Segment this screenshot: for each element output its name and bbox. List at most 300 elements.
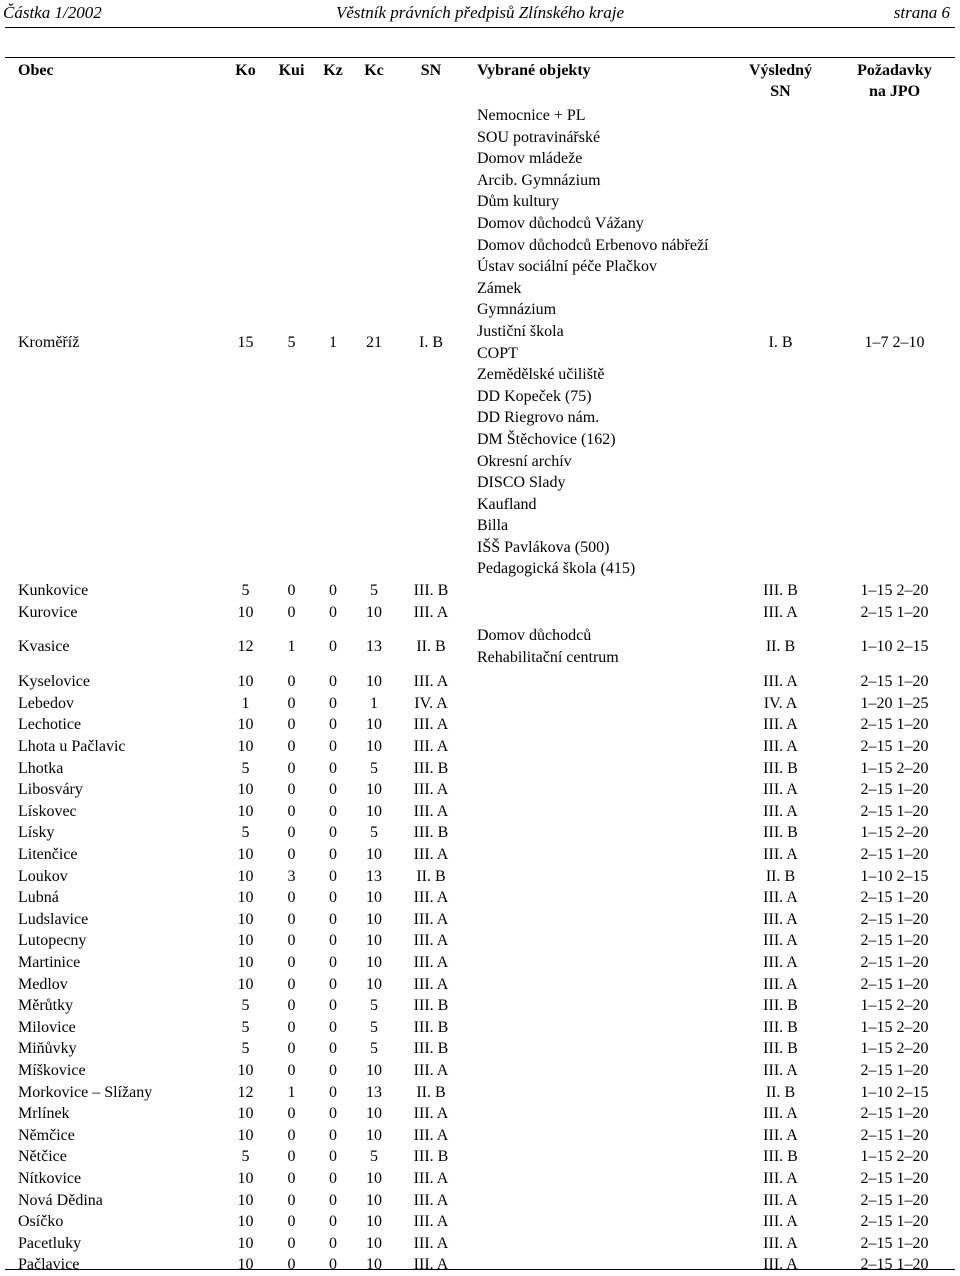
object-item: Okresní archív (477, 452, 572, 470)
cell-objekty (466, 1211, 727, 1233)
cell-sn: III. A (413, 738, 449, 756)
cell-kc: 10 (366, 781, 382, 799)
cell-pozadavky: 1–10 2–15 (860, 1083, 929, 1101)
col-header-kz: Kz (323, 62, 343, 79)
cell-kui: 0 (287, 1148, 296, 1166)
cell-obec: Osíčko (18, 1213, 64, 1231)
col-header-pozadavky (834, 60, 955, 105)
cell-pozadavky: 2–15 1–20 (860, 1105, 929, 1123)
table-top-rule (5, 57, 955, 58)
cell-ko: 12 (237, 1083, 254, 1101)
table-row-1 (5, 693, 955, 715)
table-row-19 (5, 1082, 955, 1104)
issue-number: Částka 1/2002 (3, 3, 102, 22)
object-item: Arcib. Gymnázium (477, 171, 601, 189)
cell-vysledny-sn: III. A (763, 1191, 798, 1209)
cell-objekty (466, 714, 727, 736)
cell-vysledny-sn: I. B (768, 333, 793, 351)
object-item: Nemocnice + PL (477, 107, 586, 124)
cell-sn: III. A (413, 1169, 449, 1187)
cell-vysledny-sn: III. B (763, 824, 798, 842)
cell-kc: 10 (366, 1169, 382, 1187)
cell-kui: 3 (287, 867, 296, 885)
cell-kc: 10 (366, 1234, 382, 1252)
cell-sn: I. B (419, 333, 443, 351)
object-item: Billa (477, 517, 509, 535)
table-row-8 (5, 844, 955, 866)
cell-objekty (466, 105, 727, 580)
cell-kui: 0 (287, 1169, 296, 1187)
cell-objekty (466, 736, 727, 758)
cell-kz: 0 (329, 759, 337, 777)
cell-ko: 5 (241, 1040, 250, 1058)
object-item: Gymnázium (477, 301, 557, 319)
cell-obec: Lebedov (18, 694, 74, 712)
table-row-kromeriz (5, 105, 955, 580)
cell-kz: 0 (329, 603, 337, 621)
cell-kz: 0 (329, 910, 337, 928)
cell-objekty (466, 909, 727, 931)
cell-pozadavky: 1–15 2–20 (860, 1148, 929, 1166)
cell-vysledny-sn: III. A (763, 846, 798, 863)
cell-kc: 10 (366, 738, 382, 756)
cell-sn: III. A (413, 1234, 449, 1252)
table-row-21 (5, 1125, 955, 1147)
cell-kui: 0 (287, 759, 296, 777)
cell-pozadavky: 2–15 1–20 (860, 1256, 929, 1274)
cell-kz: 0 (329, 975, 337, 993)
col-header-vysledny-line1: Výsledný (748, 62, 813, 79)
cell-obec: Miňůvky (18, 1040, 77, 1058)
cell-kc: 10 (366, 673, 382, 691)
cell-obec: Kurovice (18, 603, 78, 621)
cell-objekty (466, 1017, 727, 1039)
cell-kui: 0 (287, 673, 296, 691)
cell-vysledny-sn: II. B (765, 867, 796, 885)
cell-kc: 10 (366, 1191, 382, 1209)
cell-kz: 0 (329, 694, 337, 712)
cell-kz: 0 (329, 1083, 337, 1101)
cell-sn: III. B (413, 1148, 449, 1166)
table-row-13 (5, 952, 955, 974)
cell-sn: III. A (413, 1061, 449, 1079)
cell-obec: Martinice (18, 953, 81, 971)
table-row-24 (5, 1190, 955, 1212)
cell-kz: 0 (329, 1105, 337, 1123)
cell-kui: 0 (287, 582, 296, 600)
cell-sn: III. A (413, 1105, 449, 1123)
table-row-16 (5, 1017, 955, 1039)
cell-pozadavky: 1–20 1–25 (860, 694, 929, 712)
cell-sn: III. A (413, 1191, 449, 1209)
object-item: Kaufland (477, 495, 537, 513)
cell-sn: III. A (413, 673, 449, 691)
cell-objekty (466, 580, 727, 602)
table-row-9 (5, 866, 955, 888)
table-header-row (5, 60, 955, 105)
cell-sn: III. A (413, 781, 449, 799)
cell-ko: 10 (237, 603, 254, 621)
cell-vysledny-sn: III. B (763, 1018, 798, 1036)
cell-obec: Lutopecny (18, 932, 87, 950)
cell-obec: Němčice (18, 1126, 75, 1144)
cell-objekty (466, 623, 727, 671)
cell-pozadavky: 2–15 1–20 (860, 846, 929, 863)
table-row-25 (5, 1211, 955, 1233)
cell-vysledny-sn: III. A (763, 781, 798, 799)
cell-kc: 10 (366, 846, 382, 863)
object-item: DD Riegrovo nám. (477, 409, 600, 427)
cell-kc: 13 (366, 1083, 382, 1101)
cell-sn: III. A (413, 846, 449, 863)
cell-kz: 0 (329, 867, 337, 885)
cell-ko: 10 (237, 1126, 254, 1144)
cell-kc: 10 (366, 1105, 382, 1123)
cell-kz: 0 (329, 716, 337, 734)
cell-objekty (466, 844, 727, 866)
cell-kz: 0 (329, 1040, 337, 1058)
cell-obec: Nětčice (18, 1148, 67, 1166)
table-row-6 (5, 801, 955, 823)
cell-pozadavky: 2–15 1–20 (860, 910, 929, 928)
cell-pozadavky: 2–15 1–20 (860, 1061, 929, 1079)
cell-obec: Lhotka (18, 759, 64, 777)
cell-kc: 1 (370, 694, 378, 712)
cell-kui: 0 (287, 694, 296, 712)
cell-kc: 10 (366, 910, 382, 928)
cell-ko: 5 (241, 997, 250, 1015)
cell-kz: 0 (329, 781, 337, 799)
cell-kz: 0 (329, 1061, 337, 1079)
cell-obec: Kroměříž (18, 333, 80, 351)
table-row-11 (5, 909, 955, 931)
cell-sn: IV. A (414, 694, 448, 712)
cell-obec: Lhota u Pačlavic (18, 738, 126, 756)
cell-kc: 5 (370, 759, 378, 777)
cell-pozadavky: 2–15 1–20 (860, 802, 929, 820)
cell-pozadavky: 1–15 2–20 (860, 824, 929, 842)
cell-pozadavky: 2–15 1–20 (860, 781, 929, 799)
col-header-vysledny-line2: SN (770, 83, 791, 100)
col-header-kc: Kc (364, 62, 384, 79)
cell-obec: Ludslavice (18, 910, 89, 928)
object-item: Justiční škola (477, 322, 564, 340)
cell-ko: 10 (237, 716, 254, 734)
cell-kui: 0 (287, 824, 296, 842)
col-header-pozadavky-line2: na JPO (868, 83, 921, 100)
cell-ko: 10 (237, 953, 254, 971)
cell-vysledny-sn: III. A (763, 932, 798, 950)
cell-objekty (466, 1233, 727, 1255)
cell-kc: 5 (370, 1040, 378, 1058)
cell-ko: 10 (237, 738, 254, 756)
cell-kui: 0 (287, 802, 296, 820)
cell-ko: 10 (237, 1256, 254, 1274)
cell-obec: Lískovec (18, 802, 77, 820)
cell-vysledny-sn: III. A (763, 889, 798, 907)
cell-ko: 10 (237, 910, 254, 928)
cell-obec: Kunkovice (18, 582, 89, 600)
cell-obec: Lísky (18, 824, 55, 842)
cell-ko: 5 (241, 759, 250, 777)
cell-objekty (466, 866, 727, 888)
cell-kui: 0 (287, 889, 296, 907)
cell-obec: Medlov (18, 975, 68, 993)
object-item: Domov mládeže (477, 150, 583, 168)
cell-kc: 10 (366, 1213, 382, 1231)
object-item: COPT (477, 344, 518, 362)
cell-sn: II. B (416, 1083, 446, 1101)
cell-pozadavky: 1–7 2–10 (864, 333, 925, 351)
cell-kui: 0 (287, 953, 296, 971)
cell-vysledny-sn: III. B (763, 582, 798, 600)
cell-vysledny-sn: III. B (763, 1040, 798, 1058)
table-row-15 (5, 995, 955, 1017)
table-row-2 (5, 714, 955, 736)
cell-pozadavky: 1–10 2–15 (860, 638, 929, 656)
cell-pozadavky: 1–10 2–15 (860, 867, 929, 885)
table-row-7 (5, 822, 955, 844)
cell-kui: 1 (287, 638, 296, 656)
cell-ko: 5 (241, 582, 250, 600)
table-row-before-0 (5, 580, 955, 602)
cell-kui: 0 (287, 932, 296, 950)
cell-sn: III. B (413, 997, 449, 1015)
cell-vysledny-sn: III. A (763, 1213, 798, 1231)
table-row-26 (5, 1233, 955, 1255)
cell-kc: 10 (366, 603, 382, 621)
cell-vysledny-sn: III. A (763, 673, 798, 691)
cell-kc: 10 (366, 889, 382, 907)
table-row-kvasice (5, 623, 955, 671)
cell-objekty (466, 887, 727, 909)
table-row-10 (5, 887, 955, 909)
cell-objekty (466, 1082, 727, 1104)
table-row-27 (5, 1254, 955, 1276)
cell-objekty (466, 1168, 727, 1190)
cell-kc: 10 (366, 1061, 382, 1079)
col-header-vysledny-sn (727, 60, 834, 105)
cell-ko: 5 (241, 1018, 250, 1036)
cell-kui: 0 (287, 781, 296, 799)
cell-objekty (466, 974, 727, 996)
cell-sn: III. A (413, 1256, 449, 1274)
objects-list (466, 105, 727, 580)
cell-kui: 0 (287, 1256, 296, 1274)
cell-ko: 10 (237, 867, 254, 885)
cell-kui: 0 (287, 738, 296, 756)
cell-vysledny-sn: III. A (763, 1105, 798, 1123)
cell-objekty (466, 1190, 727, 1212)
table-row-3 (5, 736, 955, 758)
cell-objekty (466, 930, 727, 952)
cell-pozadavky: 2–15 1–20 (860, 1234, 929, 1252)
cell-pozadavky: 2–15 1–20 (860, 932, 929, 950)
col-header-ko: Ko (235, 62, 256, 79)
cell-obec: Měrůtky (18, 997, 74, 1015)
table-row-5 (5, 779, 955, 801)
cell-kz: 0 (329, 1018, 337, 1036)
cell-sn: III. A (413, 889, 449, 907)
cell-ko: 10 (237, 1105, 254, 1123)
table-row-4 (5, 758, 955, 780)
cell-vysledny-sn: III. A (763, 1061, 798, 1079)
cell-ko: 10 (237, 846, 254, 863)
col-header-sn: SN (420, 62, 442, 79)
cell-obec: Libosváry (18, 781, 83, 799)
cell-ko: 10 (237, 673, 254, 691)
table-row-22 (5, 1146, 955, 1168)
cell-kui: 0 (287, 1061, 296, 1079)
cell-kc: 21 (366, 333, 382, 351)
cell-kc: 5 (370, 824, 378, 842)
object-item: Rehabilitační centrum (477, 649, 619, 667)
cell-kz: 0 (329, 1148, 337, 1166)
cell-objekty (466, 952, 727, 974)
cell-kui: 0 (287, 1105, 296, 1123)
cell-ko: 10 (237, 1213, 254, 1231)
cell-kz: 0 (329, 673, 337, 691)
cell-kz: 0 (329, 802, 337, 820)
cell-kz: 0 (329, 932, 337, 950)
cell-vysledny-sn: III. A (763, 716, 798, 734)
object-item: Zámek (477, 279, 522, 297)
cell-ko: 10 (237, 1234, 254, 1252)
col-header-obec: Obec (18, 62, 54, 79)
table-row-0 (5, 671, 955, 693)
header-rule (5, 27, 955, 28)
cell-obec: Litenčice (18, 846, 78, 863)
cell-kui: 1 (287, 1083, 296, 1101)
object-item: Domov důchodců Erbenovo nábřeží (477, 236, 709, 254)
cell-sn: III. A (413, 910, 449, 928)
cell-obec: Lubná (18, 889, 59, 907)
cell-sn: III. B (413, 1040, 449, 1058)
cell-kui: 0 (287, 1191, 296, 1209)
cell-sn: III. B (413, 824, 449, 842)
cell-objekty (466, 671, 727, 693)
cell-kui: 0 (287, 1126, 296, 1144)
object-item: Pedagogická škola (415) (477, 560, 636, 578)
cell-sn: III. A (413, 1213, 449, 1231)
cell-kz: 1 (329, 333, 337, 351)
cell-sn: II. B (416, 638, 446, 656)
col-header-objekty: Vybrané objekty (477, 62, 591, 79)
cell-sn: II. B (416, 867, 446, 885)
cell-kz: 0 (329, 953, 337, 971)
cell-vysledny-sn: III. A (763, 738, 798, 756)
cell-ko: 10 (237, 1191, 254, 1209)
cell-pozadavky: 2–15 1–20 (860, 738, 929, 756)
cell-kui: 0 (287, 603, 296, 621)
cell-pozadavky: 1–15 2–20 (860, 1018, 929, 1036)
cell-kc: 10 (366, 975, 382, 993)
cell-sn: III. B (413, 1018, 449, 1036)
object-item: DISCO Slady (477, 474, 566, 492)
object-item: Domov důchodců Vážany (477, 214, 644, 232)
cell-obec: Nová Dědina (18, 1191, 103, 1209)
object-item: SOU potravinářské (477, 128, 601, 146)
cell-kz: 0 (329, 1256, 337, 1274)
cell-vysledny-sn: IV. A (763, 694, 798, 712)
cell-ko: 10 (237, 889, 254, 907)
col-header-kui: Kui (278, 62, 305, 79)
table-row-20 (5, 1103, 955, 1125)
cell-pozadavky: 1–15 2–20 (860, 997, 929, 1015)
cell-kz: 0 (329, 846, 337, 863)
cell-objekty (466, 1125, 727, 1147)
cell-pozadavky: 1–15 2–20 (860, 1040, 929, 1058)
cell-obec: Pačlavice (18, 1256, 80, 1274)
cell-pozadavky: 2–15 1–20 (860, 975, 929, 993)
cell-kc: 10 (366, 953, 382, 971)
cell-sn: III. A (413, 953, 449, 971)
cell-vysledny-sn: III. B (763, 997, 798, 1015)
cell-ko: 10 (237, 1169, 254, 1187)
cell-vysledny-sn: III. A (763, 953, 798, 971)
cell-obec: Kyselovice (18, 673, 90, 691)
cell-objekty (466, 995, 727, 1017)
cell-vysledny-sn: III. A (763, 802, 798, 820)
cell-kz: 0 (329, 1234, 337, 1252)
cell-sn: III. A (413, 716, 449, 734)
cell-kz: 0 (329, 1126, 337, 1144)
cell-obec: Kvasice (18, 638, 70, 656)
cell-objekty (466, 693, 727, 715)
cell-kui: 0 (287, 910, 296, 928)
journal-title: Věstník právních předpisů Zlínského kraje (335, 3, 624, 22)
cell-vysledny-sn: III. B (763, 1148, 798, 1166)
cell-objekty (466, 822, 727, 844)
object-item: DD Kopeček (75) (477, 387, 592, 405)
table-row-before-1 (5, 602, 955, 624)
cell-objekty (466, 1103, 727, 1125)
cell-pozadavky: 1–15 2–20 (860, 759, 929, 777)
cell-kc: 13 (366, 867, 382, 885)
cell-kz: 0 (329, 1169, 337, 1187)
cell-pozadavky: 2–15 1–20 (860, 889, 929, 907)
cell-kc: 10 (366, 716, 382, 734)
cell-pozadavky: 2–15 1–20 (860, 1126, 929, 1144)
cell-kz: 0 (329, 738, 337, 756)
cell-vysledny-sn: III. B (763, 759, 798, 777)
cell-ko: 1 (241, 694, 250, 712)
cell-kz: 0 (329, 824, 337, 842)
page-header (0, 0, 960, 28)
cell-ko: 12 (237, 638, 254, 656)
cell-obec: Mrlínek (18, 1105, 70, 1123)
cell-kui: 0 (287, 716, 296, 734)
object-item: Dům kultury (477, 193, 560, 211)
cell-ko: 5 (241, 824, 250, 842)
cell-kui: 0 (287, 1213, 296, 1231)
cell-kc: 5 (370, 1148, 378, 1166)
cell-vysledny-sn: III. A (763, 975, 798, 993)
cell-kc: 10 (366, 1256, 382, 1274)
cell-obec: Pacetluky (18, 1234, 82, 1252)
cell-pozadavky: 2–15 1–20 (860, 716, 929, 734)
cell-kui: 0 (287, 1018, 296, 1036)
cell-vysledny-sn: III. A (763, 1169, 798, 1187)
cell-kc: 10 (366, 1126, 382, 1144)
cell-pozadavky: 2–15 1–20 (860, 673, 929, 691)
cell-kc: 10 (366, 932, 382, 950)
page-number: strana 6 (893, 3, 950, 22)
cell-pozadavky: 2–15 1–20 (860, 603, 929, 621)
cell-ko: 10 (237, 781, 254, 799)
object-item: Domov důchodců (477, 627, 592, 645)
cell-objekty (466, 801, 727, 823)
